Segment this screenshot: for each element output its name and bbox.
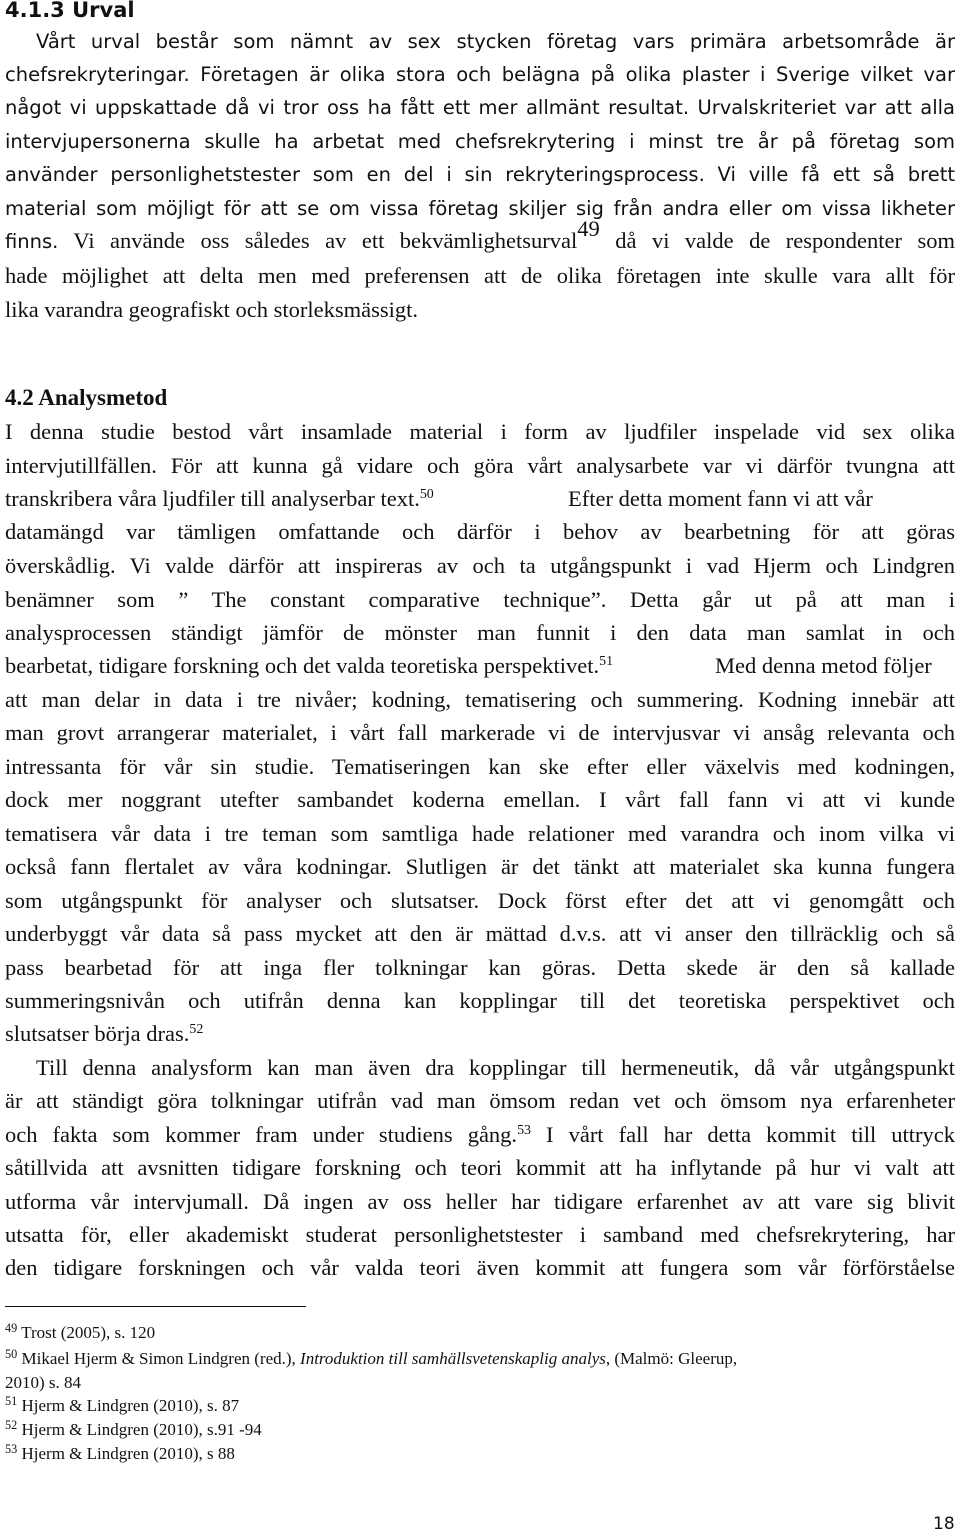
text-line: hade möjlighet att delta men med preferensen att de olika företagen inte skulle vara allt för: [5, 263, 955, 288]
text-run: I vårt fall har detta kommit till uttryck: [531, 1122, 955, 1147]
footnote: [5, 1320, 156, 1342]
text-line: [5, 1124, 955, 1147]
text-line: något vi uppskattade då vi tror oss ha fått ett mer allmänt resultat. Urvalskriteriet var att alla: [5, 96, 955, 119]
text-line: material som möjligt för att se om vissa företag skiljer sig från andra eller om vissa likheter: [5, 197, 955, 220]
text-run: transkribera våra ljudfiler till analyserbar text.: [5, 486, 420, 511]
text-line: såtillvida att avsnitten tidigare forskning och teori kommit att ha inflytande på hur vi valt att: [5, 1155, 955, 1180]
text-line: intressanta för vår sin studie. Tematiseringen kan ske efter eller växelvis med kodningen,: [5, 754, 955, 779]
text-line: också fann flertalet av våra kodningar. Slutligen är det tänkt att materialet ska kunna fungera: [5, 854, 955, 879]
text-line: utsatta för, eller akademiskt studerat personlighetstester i samband med chefsrekrytering, har: [5, 1222, 955, 1247]
text-line: dock mer noggrant utefter sambandet koderna emellan. I vårt fall fann vi att vi kunde: [5, 787, 955, 812]
text-line: datamängd var tämligen omfattande och därför i behov av bearbetning för att göras: [5, 519, 955, 544]
text-line: Vårt urval består som nämnt av sex stycken företag vars primära arbetsområde är: [36, 30, 955, 53]
text-line: Till denna analysform kan man även dra kopplingar till hermeneutik, då vår utgångspunkt: [36, 1055, 955, 1080]
text-line: pass bearbetad för att inga fler tolkningar kan göras. Detta skede är den så kallade: [5, 955, 955, 980]
page-number: 18: [933, 1514, 955, 1534]
heading-title: Analysmetod: [33, 385, 168, 410]
text-line: den tidigare forskningen och vår valda teori även kommit att fungera som vår förförståelse: [5, 1255, 955, 1280]
footnote-number: 49: [5, 1320, 18, 1335]
text-run: slutsatser börja dras.: [5, 1021, 190, 1046]
footnote-text: Hjerm & Lindgren (2010), s.91 -94: [17, 1420, 262, 1439]
footnote-text: Trost (2005), s. 120: [17, 1323, 156, 1342]
footnote: [5, 1393, 240, 1415]
text-line: [5, 488, 955, 511]
text-line: [5, 1023, 955, 1046]
text-line: summeringsnivån och utifrån denna kan kopplingar till det teoretiska perspektivet och: [5, 988, 955, 1013]
text-run: då vi valde de respondenter som: [599, 228, 955, 253]
footnote-ref[interactable]: 51: [599, 654, 614, 670]
footnote-text: Hjerm & Lindgren (2010), s 88: [17, 1444, 235, 1463]
footnote-separator: [5, 1306, 306, 1307]
section-heading-4-1-3: 4.1.3 Urval: [5, 0, 135, 22]
footnote-book-title: Introduktion till samhällsvetenskaplig analys: [300, 1349, 606, 1368]
section-heading-4-2: [5, 386, 955, 409]
text-line: som utgångspunkt för analyser och slutsatser. Dock först efter det att vi genomgått och: [5, 888, 955, 913]
text-run: finns.: [5, 230, 59, 253]
text-run: Med denna metod följer: [715, 653, 932, 678]
text-line: analysprocessen ständigt jämför de mönster man funnit i den data man samlat in och: [5, 620, 955, 645]
footnote-continuation: 2010) s. 84: [5, 1373, 82, 1392]
text-line: överskådlig. Vi valde därför att inspireras av och ta utgångspunkt i vad Hjerm och Lindgren: [5, 553, 955, 578]
footnote: [5, 1441, 235, 1463]
text-line: använder personlighetstester som en del i sin rekryteringsprocess. Vi ville få ett så brett: [5, 163, 955, 186]
footnote-number: 52: [5, 1417, 18, 1432]
text-line: chefsrekryteringar. Företagen är olika stora och belägna på olika plaster i Sverige vilket var: [5, 63, 955, 86]
text-line: är att ständigt göra tolkningar utifrån vad man ömsom redan vet och ömsom nya erfarenheter: [5, 1088, 955, 1113]
footnote-ref[interactable]: 50: [419, 487, 434, 503]
text-line: benämner som ” The constant comparative technique”. Detta går ut på att man i: [5, 587, 955, 612]
text-run: Efter detta moment fann vi att vår: [568, 486, 873, 511]
footnote-number: 53: [5, 1441, 18, 1456]
footnote-text: Mikael Hjerm & Simon Lindgren (red.),: [17, 1349, 301, 1368]
footnote-ref[interactable]: 49: [577, 215, 600, 241]
text-line: intervjutillfällen. För att kunna gå vidare och göra vårt analysarbete var vi därför tvungna att: [5, 453, 955, 478]
footnote-number: 50: [5, 1346, 18, 1361]
footnote: [5, 1346, 738, 1368]
footnote-number: 51: [5, 1393, 18, 1408]
footnote-ref[interactable]: 53: [517, 1123, 531, 1139]
heading-number: 4.2: [5, 385, 34, 410]
footnote-text: Hjerm & Lindgren (2010), s. 87: [17, 1396, 240, 1415]
text-line: intervjupersonerna skulle ha arbetat med chefsrekrytering i minst tre år på företag som: [5, 130, 955, 153]
footnote-ref[interactable]: 52: [189, 1022, 204, 1038]
text-line: tematisera vår data i tre teman som samtliga hade relationer med varandra och inom vilka vi: [5, 821, 955, 846]
text-run: bearbetat, tidigare forskning och det valda teoretiska perspektivet.: [5, 653, 600, 678]
text-run: Vi använde oss således av ett bekvämlighetsurval: [58, 228, 578, 253]
text-line: [5, 655, 955, 678]
text-line: underbyggt vår data så pass mycket att den är mättad d.v.s. att vi anser den tillräcklig och så: [5, 921, 955, 946]
text-line: lika varandra geografiskt och storleksmässigt.: [5, 297, 419, 322]
text-line: utforma vår intervjumall. Då ingen av oss heller har tidigare erfarenhet av att vare sig blivit: [5, 1189, 955, 1214]
text-line: [5, 215, 955, 253]
text-line: man grovt arrangerar materialet, i vårt fall markerade vi de intervjusvar vi ansåg relevanta och: [5, 720, 955, 745]
text-line: att man delar in data i tre nivåer; kodning, tematisering och summering. Kodning innebär att: [5, 687, 955, 712]
text-run: och fakta som kommer fram under studiens gång.: [5, 1122, 518, 1147]
footnote: [5, 1417, 262, 1439]
footnote-text: , (Malmö: Gleerup,: [605, 1349, 738, 1368]
text-line: I denna studie bestod vårt insamlade material i form av ljudfiler inspelade vid sex olika: [5, 419, 955, 444]
